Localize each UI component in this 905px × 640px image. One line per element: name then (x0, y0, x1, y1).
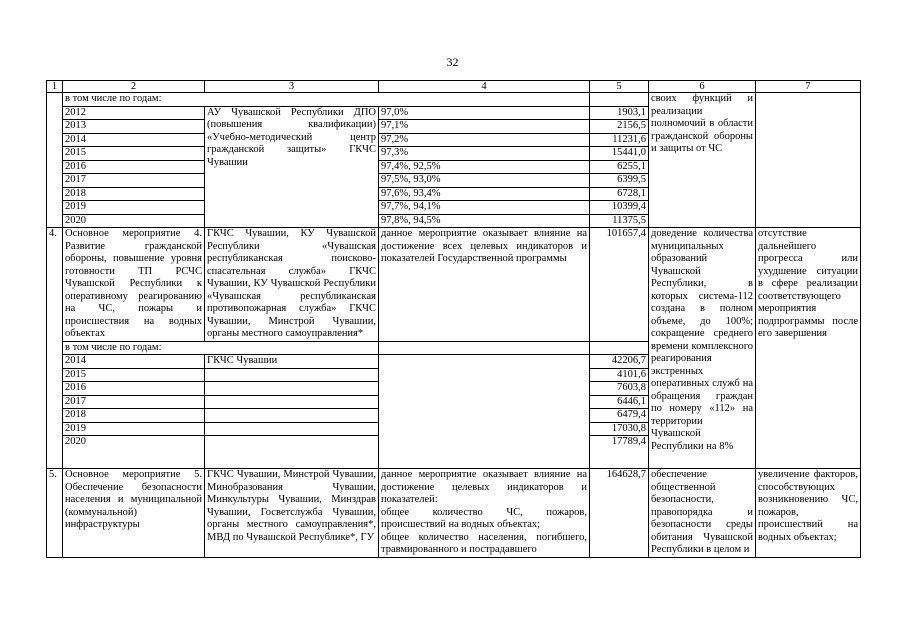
column-header-5: 5 (590, 81, 649, 93)
executor-cell: ГКЧС Чувашии, Минстрой Чувашии, Минобразования Чувашии, Минкультуры Чувашии, Минздрав Чувашии, Госветслужба Чувашии, органы местного самоуправления*, МВД по Чувашской Республике*, ГУ (205, 469, 379, 558)
indicator-cell: 97,7%, 94,1% (379, 201, 590, 215)
column-header-7: 7 (756, 81, 861, 93)
by-years-label: в том числе по годам: (63, 341, 379, 355)
by-years-label: в том числе по годам: (63, 93, 590, 107)
table-row (47, 469, 861, 558)
year-cell: 2020 (63, 214, 205, 228)
amount-cell: 101657,4 (590, 228, 649, 342)
expected-result-cell: доведение количества муниципальных образований Чувашской Республики, в которых система-112 создана в полном объеме, до 100%; сокращение среднего времени комплексного реагирования экстренных оперативных служб на обращения граждан по номеру «112» на территории Чувашской Республики на 8% (649, 228, 756, 469)
amount-cell: 7603,8 (590, 382, 649, 396)
indicator-cell: 97,6%, 93,4% (379, 187, 590, 201)
indicator-text: общее количество населения, погибшего, травмированного и пострадавшего (381, 531, 587, 555)
expected-result-cell: обеспечение общественной безопасности, правопорядка и безопасности среды обитания Чувашской Республики в целом и (649, 469, 756, 558)
amount-cell: 4101,6 (590, 368, 649, 382)
year-cell: 2020 (63, 436, 205, 469)
amount-cell: 6479,4 (590, 409, 649, 423)
amount-cell: 11375,5 (590, 214, 649, 228)
executor-cell: ГКЧС Чувашии, КУ Чувашской Республики «Чувашская республиканская поисково-спасательная служба» ГКЧС Чувашии, КУ Чувашской Республики «Чувашская республиканская противопожарная служба» ГКЧС Чувашии, Минстрой Чувашии, органы местного самоуправления* (205, 228, 379, 342)
measure-title: Основное мероприятие 4. Развитие гражданской обороны, повышение уровня готовности ТП РСЧС Чувашской Республики к оперативному реагированию на ЧС, пожары и происшествия на водных объектах (63, 228, 205, 342)
column-header-3: 3 (205, 81, 379, 93)
year-cell: 2012 (63, 106, 205, 120)
page-number: 32 (446, 55, 459, 69)
amount-cell: 1903,1 (590, 106, 649, 120)
amount-cell: 6399,5 (590, 174, 649, 188)
column-header-2: 2 (63, 81, 205, 93)
table-row (47, 93, 861, 107)
indicator-cell: данное мероприятие оказывает влияние на достижение всех целевых индикаторов и показателей Государственной программы (379, 228, 590, 342)
year-cell: 2015 (63, 368, 205, 382)
amount-cell: 2156,5 (590, 120, 649, 134)
column-header-4: 4 (379, 81, 590, 93)
year-cell: 2015 (63, 147, 205, 161)
year-cell: 2014 (63, 355, 205, 369)
indicator-cell: 97,2% (379, 133, 590, 147)
consequence-cell: отсутствие дальнейшего прогресса или ухудшение ситуации в сфере реализации соответствующего мероприятия подпрограммы после его завершения (756, 228, 861, 469)
amount-cell: 6728,1 (590, 187, 649, 201)
table-row (47, 228, 861, 342)
indicator-cell: 97,0% (379, 106, 590, 120)
amount-cell: 6446,1 (590, 395, 649, 409)
indicator-cell (379, 469, 590, 558)
column-header-row (47, 81, 861, 93)
year-cell: 2018 (63, 187, 205, 201)
year-cell: 2013 (63, 120, 205, 134)
program-measures-table (46, 80, 861, 558)
executor-cell: АУ Чувашской Республики ДПО (повышения квалификации) «Учебно-методический центр гражданской защиты» ГКЧС Чувашии (205, 106, 379, 228)
row-number: 4. (47, 228, 63, 469)
year-cell: 2019 (63, 201, 205, 215)
executor-cell: ГКЧС Чувашии (205, 355, 379, 369)
column-header-6: 6 (649, 81, 756, 93)
indicator-cell: 97,4%, 92,5% (379, 160, 590, 174)
year-cell: 2018 (63, 409, 205, 423)
year-cell: 2016 (63, 382, 205, 396)
amount-cell: 42206,7 (590, 355, 649, 369)
year-cell: 2017 (63, 395, 205, 409)
indicator-cell: 97,3% (379, 147, 590, 161)
consequence-cell: увеличение факторов, способствующих возникновению ЧС, пожаров, происшествий на водных объектах; (756, 469, 861, 558)
year-cell: 2014 (63, 133, 205, 147)
expected-result-cell: своих функций и реализации полномочий в области гражданской обороны и защиты от ЧС (649, 93, 756, 228)
year-cell: 2019 (63, 422, 205, 436)
year-cell: 2017 (63, 174, 205, 188)
amount-cell: 10399,4 (590, 201, 649, 215)
indicator-text: данное мероприятие оказывает влияние на достижение целевых индикаторов и показателей: (381, 469, 587, 505)
year-cell: 2016 (63, 160, 205, 174)
row-number: 5. (47, 469, 63, 558)
amount-cell: 6255,1 (590, 160, 649, 174)
amount-cell: 164628,7 (590, 469, 649, 558)
amount-cell: 15441,0 (590, 147, 649, 161)
indicator-cell: 97,8%, 94,5% (379, 214, 590, 228)
measure-title: Основное мероприятие 5. Обеспечение безопасности населения и муниципальной (коммунальной) инфраструктуры (63, 469, 205, 558)
amount-cell: 17030,8 (590, 422, 649, 436)
amount-cell: 17789,4 (590, 436, 649, 469)
indicator-cell: 97,5%, 93,0% (379, 174, 590, 188)
indicator-cell: 97,1% (379, 120, 590, 134)
indicator-text: общее количество ЧС, пожаров, происшествий на водных объектах; (381, 506, 587, 530)
column-header-1: 1 (47, 81, 63, 93)
amount-cell: 11231,6 (590, 133, 649, 147)
